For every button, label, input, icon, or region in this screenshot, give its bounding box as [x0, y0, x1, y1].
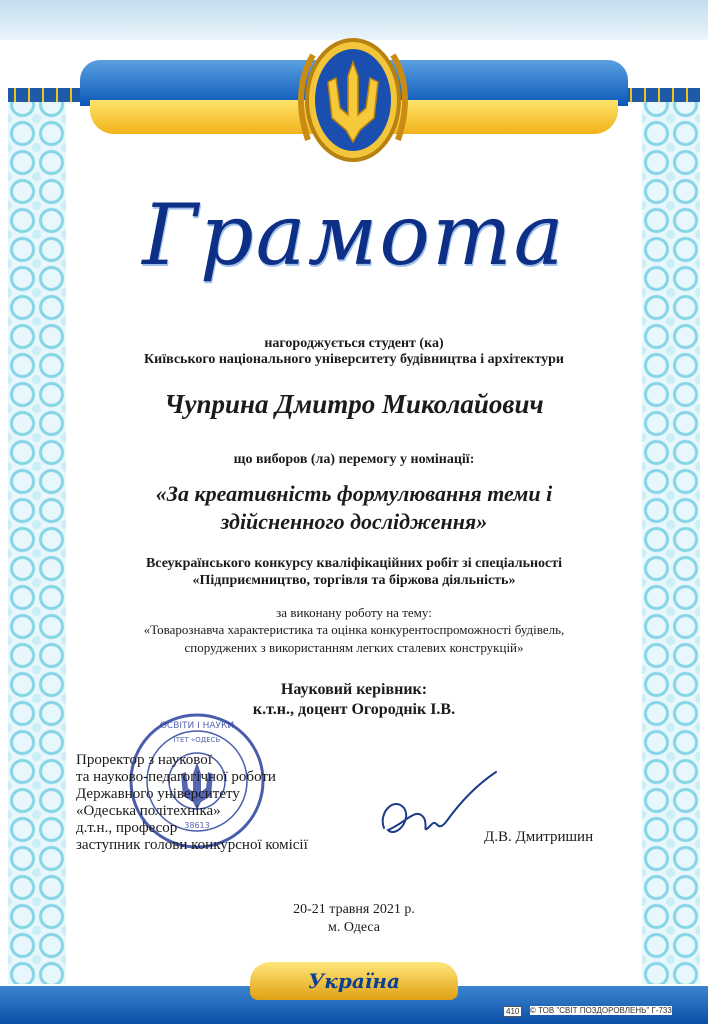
- work-title-line-2: споруджених з використанням легких сталевих конструкцій»: [184, 640, 524, 655]
- svg-text:ІТЕТ «ОДЕСЬ: ІТЕТ «ОДЕСЬ: [173, 736, 221, 744]
- ukraine-label: Україна: [308, 969, 400, 993]
- signatory-line: та науково-педагогічної роботи: [76, 769, 276, 785]
- nomination: [0, 480, 708, 536]
- svg-text:38613: 38613: [184, 821, 210, 830]
- signatory-line: д.т.н., професор: [76, 820, 178, 836]
- signatory-line: заступник голови конкурсної комісії: [76, 837, 308, 853]
- certificate-city: м. Одеса: [327, 920, 381, 935]
- certificate-date: 20-21 травня 2021 р.: [293, 902, 415, 917]
- signatory-line: «Одеська політехніка»: [76, 803, 221, 819]
- won-line: що виборов (ла) перемогу у номінації:: [233, 452, 475, 467]
- signatory-line: Проректор з наукової: [76, 752, 212, 768]
- signatory-title-block: [76, 752, 308, 854]
- work-intro: за виконану роботу на тему:: [276, 605, 432, 620]
- contest-line-2: «Підприємництво, торгівля та біржова діяльність»: [192, 573, 516, 588]
- nomination-line-1: «За креативність формулювання теми і: [155, 481, 553, 506]
- work-title-line-1: «Товарознавча характеристика та оцінка конкурентоспроможності будівель,: [143, 622, 565, 637]
- recipient-name: Чуприна Дмитро Миколайович: [164, 389, 544, 419]
- publisher-imprint: © ТОВ "СВІТ ПОЗДОРОВЛЕНЬ" Г-733: [530, 1006, 672, 1015]
- supervisor-label: Науковий керівник:: [280, 681, 428, 698]
- imprint-code: 410: [503, 1006, 522, 1017]
- trident-emblem-icon: [288, 20, 418, 170]
- signatory-name: Д.В. Дмитришин: [484, 829, 594, 845]
- certificate-title: Грамота: [142, 186, 566, 284]
- nomination-line-2: здійсненного дослідження»: [220, 509, 488, 534]
- supervisor-name: к.т.н., доцент Огороднік І.В.: [252, 701, 456, 718]
- signatory-line: Державного університету: [76, 786, 240, 802]
- contest-line-1: Всеукраїнського конкурсу кваліфікаційних робіт зі спеціальності: [145, 556, 563, 571]
- university-line: Київського національного університету будівництва і архітектури: [144, 352, 564, 367]
- svg-text:ОСВІТИ І НАУКИ: ОСВІТИ І НАУКИ: [159, 721, 235, 731]
- awarded-line: нагороджується студент (ка): [264, 336, 444, 351]
